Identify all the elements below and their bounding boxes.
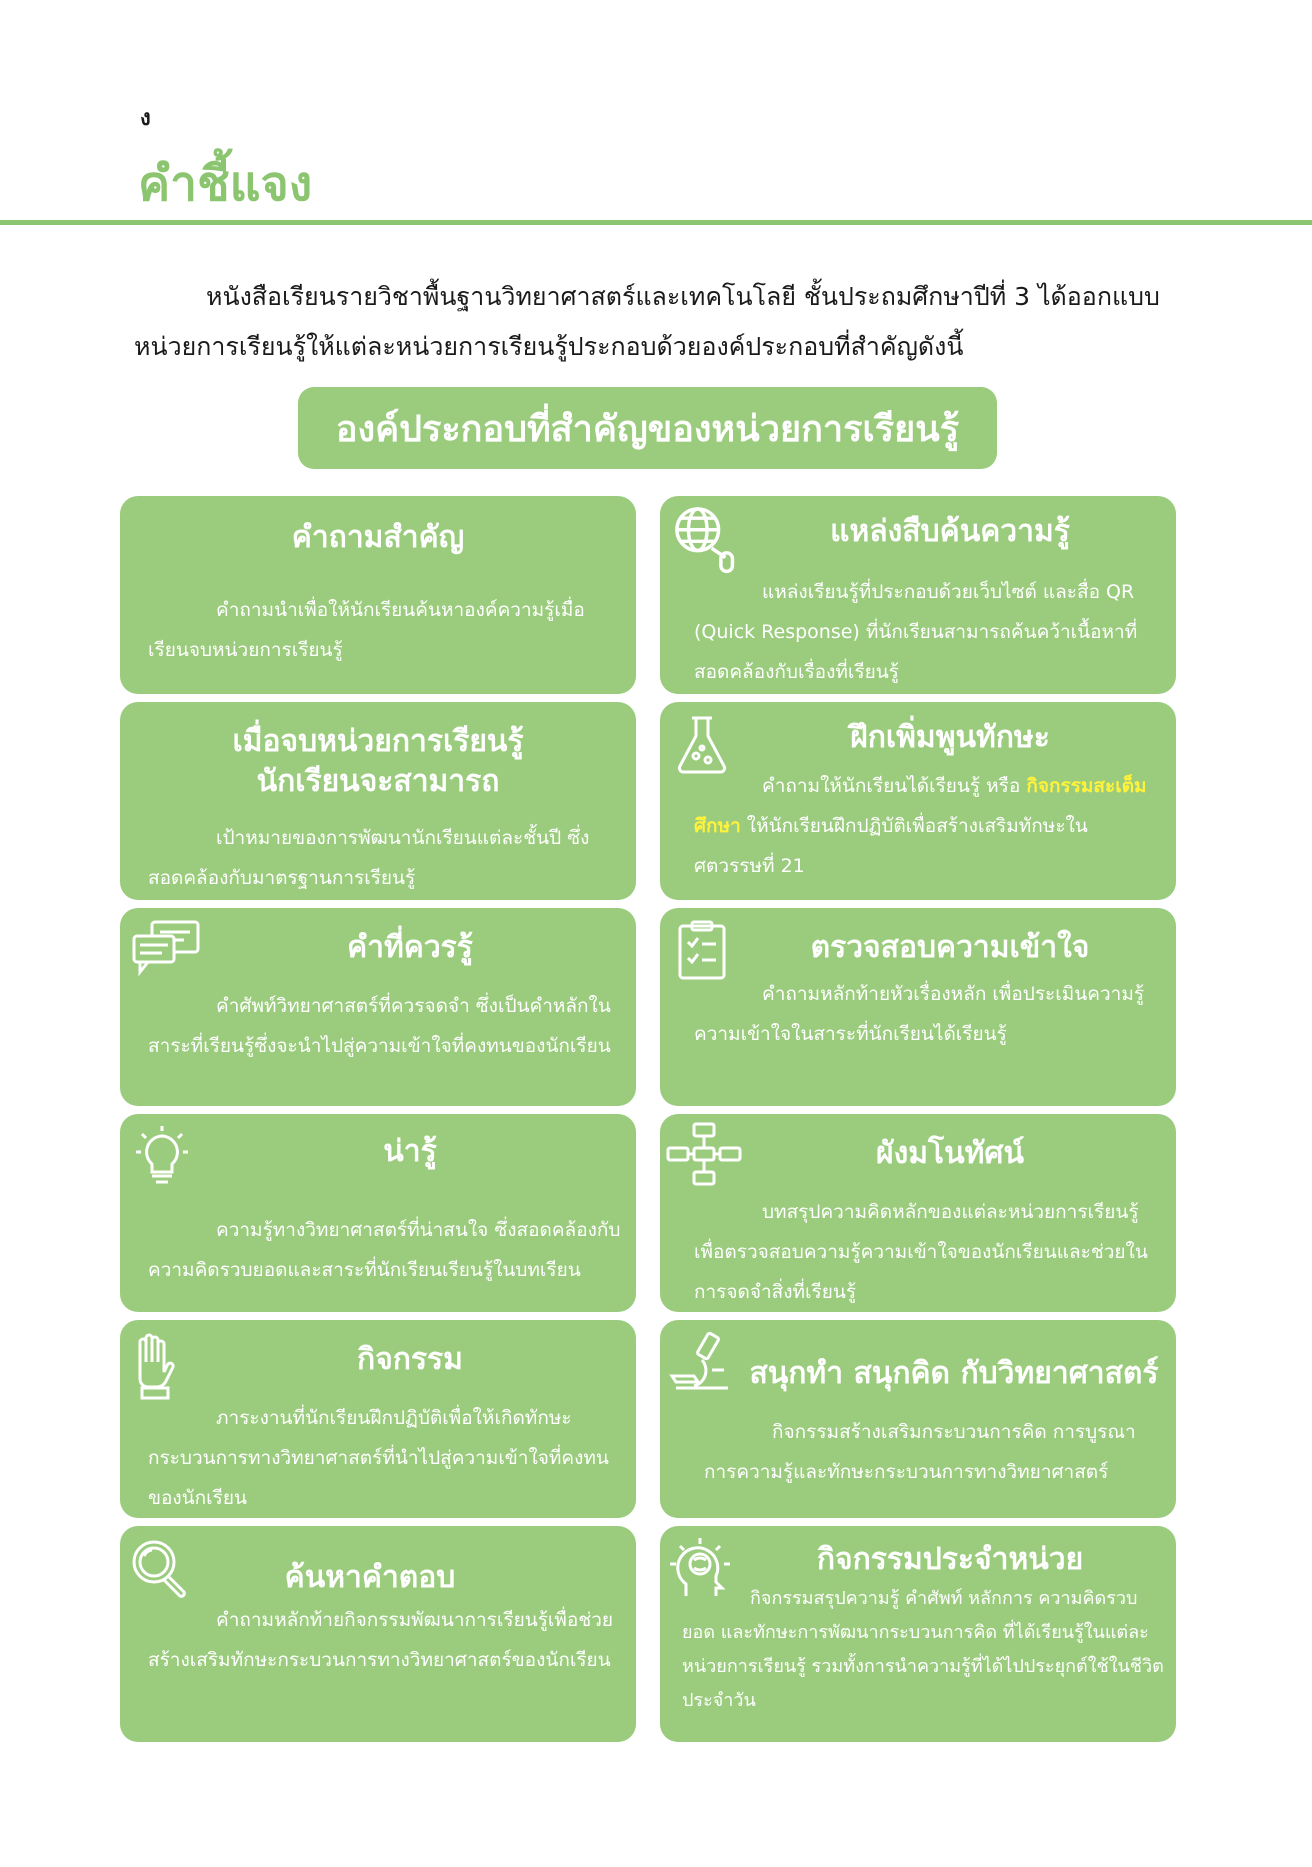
card-vocabulary — [120, 908, 636, 1106]
diagram-icon — [666, 1122, 742, 1188]
card-body: แหล่งเรียนรู้ที่ประกอบด้วยเว็บไซต์ และสื่อ QR (Quick Response) ที่นักเรียนสามารถค้นคว้าเนื้อหาที่สอดคล้องกับเรื่องที่เรียนรู้ — [694, 581, 1138, 683]
page-title: คำชี้แจง — [138, 156, 313, 212]
card-title: ค้นหาคำตอบ — [284, 1560, 456, 1595]
title-divider — [0, 220, 1312, 225]
card-body: คำถามหลักท้ายกิจกรรมพัฒนาการเรียนรู้เพื่อช่วยสร้างเสริมทักษะกระบวนการทางวิทยาศาสตร์ของนักเรียน — [148, 1609, 614, 1671]
lightbulb-icon — [130, 1124, 194, 1188]
card-find-answer — [120, 1526, 636, 1742]
card-concept-map — [660, 1114, 1176, 1312]
card-title: น่ารู้ — [383, 1134, 437, 1169]
glove-icon — [128, 1332, 184, 1400]
card-body: คำถามหลักท้ายหัวเรื่องหลัก เพื่อประเมินความรู้ความเข้าใจในสาระที่นักเรียนได้เรียนรู้ — [694, 983, 1145, 1045]
card-sources — [660, 496, 1176, 694]
card-body: เป้าหมายของการพัฒนานักเรียนแต่ละชั้นปี ซึ่งสอดคล้องกับมาตรฐานการเรียนรู้ — [148, 827, 590, 889]
card-body: คำถามนำเพื่อให้นักเรียนค้นหาองค์ความรู้เมื่อเรียนจบหน่วยการเรียนรู้ — [148, 599, 585, 661]
card-title: ผังมโนทัศน์ — [876, 1136, 1024, 1171]
card-did-you-know — [120, 1114, 636, 1312]
card-title: กิจกรรมประจำหน่วย — [816, 1542, 1084, 1577]
card-unit-activity — [660, 1526, 1176, 1742]
intro-line-1: หนังสือเรียนรายวิชาพื้นฐานวิทยาศาสตร์และเทคโนโลยี ชั้นประถมศึกษาปีที่ 3 ได้ออกแบบ — [206, 282, 1160, 311]
card-title: แหล่งสืบค้นความรู้ — [830, 514, 1070, 549]
components-banner: องค์ประกอบที่สำคัญของหน่วยการเรียนรู้ — [298, 387, 997, 469]
card-body: คำศัพท์วิทยาศาสตร์ที่ควรจดจำ ซึ่งเป็นคำหลักในสาระที่เรียนรู้ซึ่งจะนำไปสู่ความเข้าใจที่คงทนของนักเรียน — [148, 995, 611, 1057]
card-body: ความรู้ทางวิทยาศาสตร์ที่น่าสนใจ ซึ่งสอดคล้องกับความคิดรวบยอดและสาระที่นักเรียนเรียนรู้ในบทเรียน — [148, 1219, 621, 1281]
microscope-icon — [668, 1330, 734, 1396]
card-fun-science — [660, 1320, 1176, 1518]
card-check — [660, 908, 1176, 1106]
card-body: คำถามให้นักเรียนได้เรียนรู้ หรือ กิจกรรมสะเต็มศึกษา ให้นักเรียนฝึกปฏิบัติเพื่อสร้างเสริมทักษะในศตวรรษที่ 21 — [694, 775, 1147, 877]
card-title: คำถามสำคัญ — [291, 520, 465, 555]
card-body: กิจกรรมสร้างเสริมกระบวนการคิด การบูรณาการความรู้และทักษะกระบวนการทางวิทยาศาสตร์ — [704, 1421, 1136, 1483]
card-skills — [660, 702, 1176, 900]
clipboard-icon — [670, 918, 734, 982]
card-activity — [120, 1320, 636, 1518]
chat-bubbles-icon — [130, 918, 202, 978]
card-title: คำที่ควรรู้ — [347, 930, 473, 965]
card-title: กิจกรรม — [357, 1342, 463, 1377]
card-body: บทสรุปความคิดหลักของแต่ละหน่วยการเรียนรู้ เพื่อตรวจสอบความรู้ความเข้าใจของนักเรียนและช่วยในการจดจำสิ่งที่เรียนรู้ — [694, 1201, 1148, 1303]
page-number: ง — [140, 106, 151, 131]
card-outcomes — [120, 702, 636, 900]
globe-link-icon — [670, 502, 744, 576]
highlight-stem: กิจกรรมสะเต็มศึกษา — [694, 775, 1147, 837]
card-body: กิจกรรมสรุปความรู้ คำศัพท์ หลักการ ความคิดรวบยอด และทักษะการพัฒนากระบวนการคิด ที่ได้เรียนรู้ในแต่ละหน่วยการเรียนรู้ รวมทั้งการนำความรู้ที่ได้ไปประยุกต์ใช้ในชีวิตประจำวัน — [682, 1588, 1164, 1711]
card-body: ภาระงานที่นักเรียนฝึกปฏิบัติเพื่อให้เกิดทักษะกระบวนการทางวิทยาศาสตร์ที่นำไปสู่ความเข้าใจที่คงทนของนักเรียน — [148, 1407, 609, 1509]
card-title: ฝึกเพิ่มพูนทักษะ — [850, 720, 1050, 755]
card-title: เมื่อจบหน่วยการเรียนรู้ นักเรียนจะสามารถ — [232, 724, 524, 799]
card-title: ตรวจสอบความเข้าใจ — [810, 930, 1090, 965]
card-key-question — [120, 496, 636, 694]
intro-line-2: หน่วยการเรียนรู้ให้แต่ละหน่วยการเรียนรู้ประกอบด้วยองค์ประกอบที่สำคัญดังนี้ — [134, 332, 964, 361]
card-title: สนุกทำ สนุกคิด กับวิทยาศาสตร์ — [749, 1356, 1159, 1391]
intro-paragraph — [134, 272, 1184, 372]
